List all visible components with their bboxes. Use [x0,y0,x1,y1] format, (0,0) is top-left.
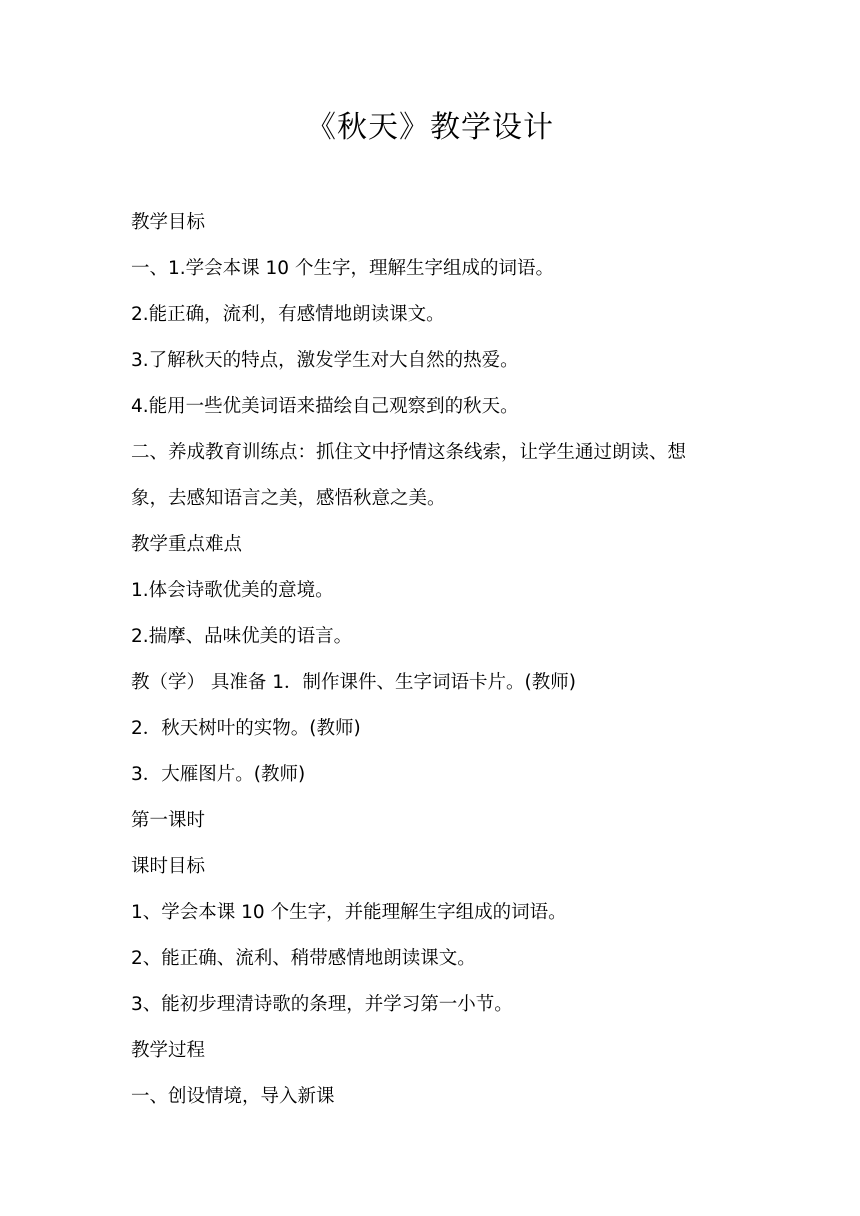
paragraph-line: 3.了解秋天的特点，激发学生对大自然的热爱。 [131,350,519,371]
heading-lesson-objectives: 课时目标 [131,856,206,877]
document-body [131,200,751,1120]
paragraph-line: 2.能正确，流利，有感情地朗读课文。 [131,304,445,325]
paragraph-line: 2．秋天树叶的实物。(教师) [131,718,361,739]
heading-teaching-objectives: 教学目标 [131,212,206,233]
paragraph-line: 2、能正确、流利、稍带感情地朗读课文。 [131,948,476,969]
paragraph-line: 3、能初步理清诗歌的条理，并学习第一小节。 [131,994,513,1015]
heading-teaching-process: 教学过程 [131,1040,206,1061]
paragraph-line: 3．大雁图片。(教师) [131,764,306,785]
paragraph-line: 1.体会诗歌优美的意境。 [131,580,334,601]
paragraph-line: 1、学会本课 10 个生字，并能理解生字组成的词语。 [131,902,567,923]
heading-key-points: 教学重点难点 [131,534,243,555]
paragraph-line: 象，去感知语言之美，感悟秋意之美。 [131,488,446,509]
paragraph-line: 2.揣摩、品味优美的语言。 [131,626,353,647]
heading-first-lesson: 第一课时 [131,810,206,831]
paragraph-line: 4.能用一些优美词语来描绘自己观察到的秋天。 [131,396,519,417]
document-title: 《秋天》教学设计 [306,110,554,145]
paragraph-line: 教（学） 具准备 1．制作课件、生字词语卡片。(教师) [131,672,576,693]
paragraph-line: 一、1.学会本课 10 个生字，理解生字组成的词语。 [131,258,554,279]
paragraph-line: 二、养成教育训练点：抓住文中抒情这条线索，让学生通过朗读、想 [131,442,687,463]
paragraph-line: 一、创设情境，导入新课 [131,1086,335,1107]
